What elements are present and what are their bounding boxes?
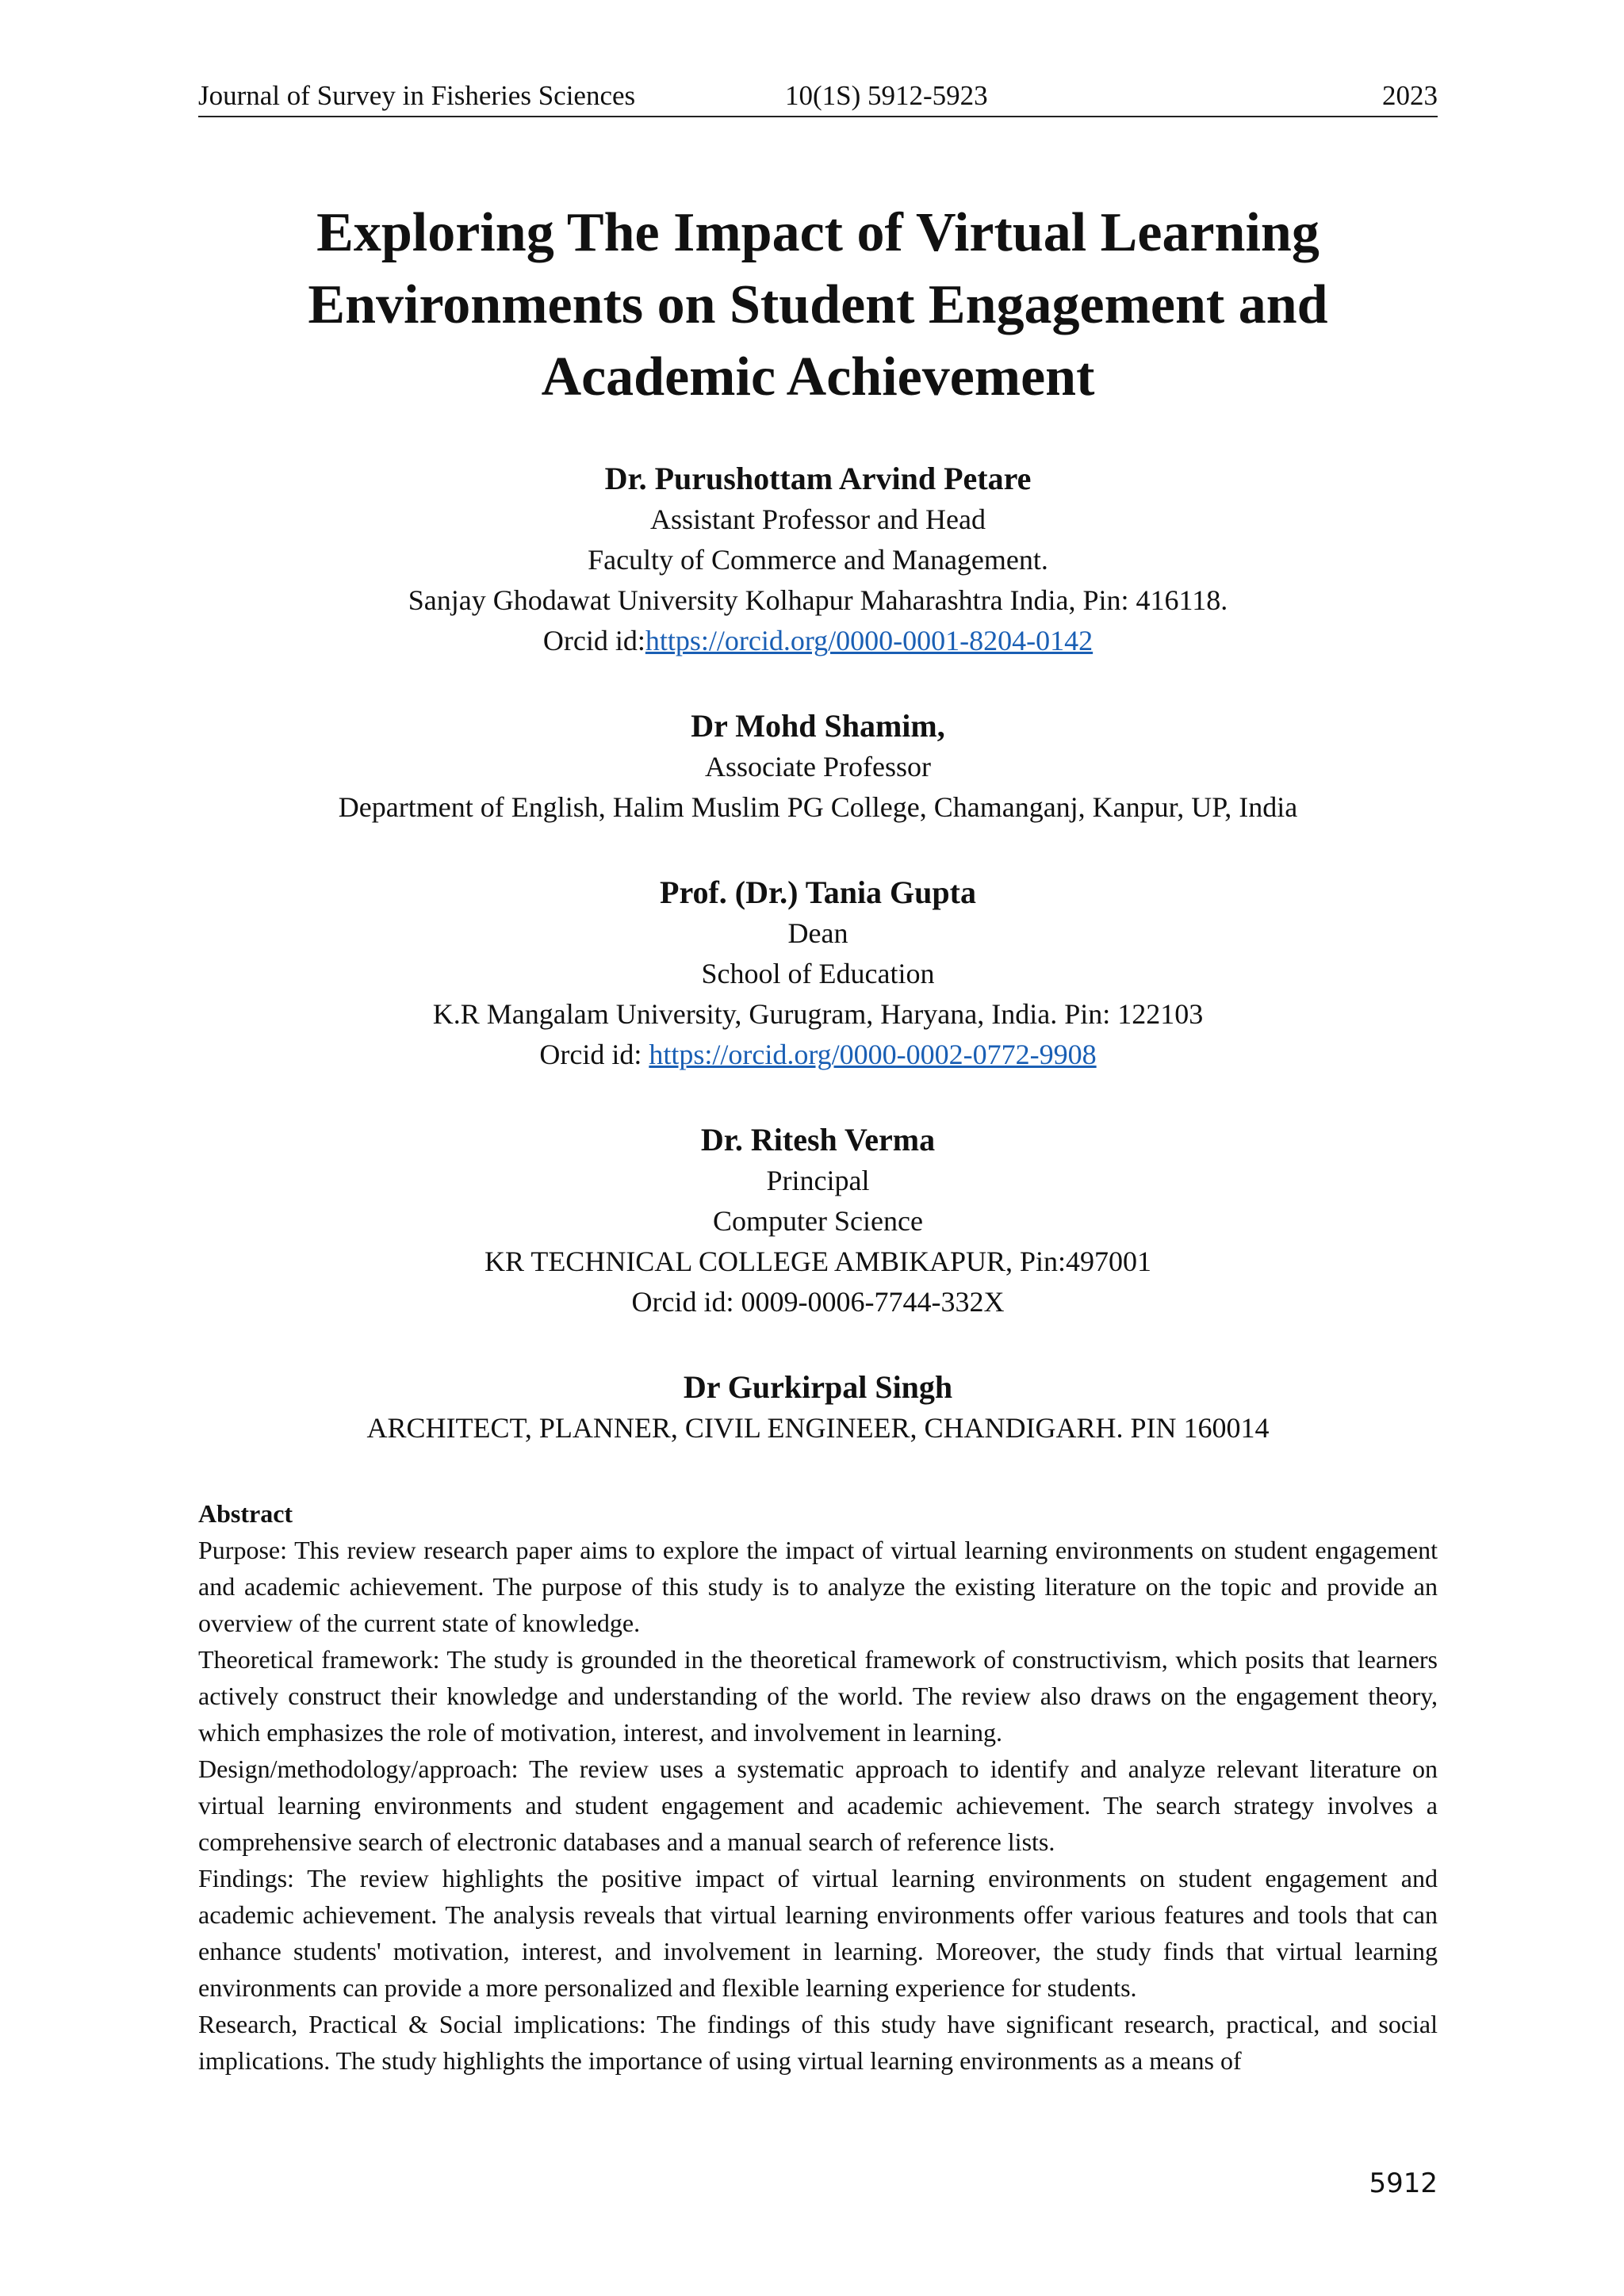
author-list [198, 458, 1438, 1448]
author-orcid: Orcid id: 0009-0006-7744-332X [631, 1286, 1005, 1318]
author-role: Associate Professor [705, 751, 931, 783]
volume-pages: 10(1S) 5912-5923 [785, 80, 988, 111]
orcid-label: Orcid id: [542, 625, 645, 656]
paper-title [198, 197, 1438, 413]
abstract-theoretical-framework: Theoretical framework: The study is grounded in the theoretical framework of constructivism, which posits that learners actively construct their knowledge and understanding of the world. The review also draws on the engagement theory, which emphasizes the role of motivation, interest, and involvement in learning. [198, 1645, 1438, 1747]
author-block [198, 458, 1438, 661]
author-role: Principal [766, 1165, 870, 1196]
author-orcid [198, 621, 1438, 661]
author-name: Dr Gurkirpal Singh [683, 1369, 953, 1405]
author-block [198, 706, 1438, 828]
journal-name: Journal of Survey in Fisheries Sciences [198, 80, 636, 111]
publication-year: 2023 [1382, 80, 1438, 111]
author-institution: K.R Mangalam University, Gurugram, Haryana, India. Pin: 122103 [432, 998, 1204, 1030]
orcid-link[interactable]: https://orcid.org/0000-0002-0772-9908 [649, 1039, 1097, 1070]
author-institution: ARCHITECT, PLANNER, CIVIL ENGINEER, CHANDIGARH. PIN 160014 [366, 1412, 1270, 1444]
title-line: Exploring The Impact of Virtual Learning [316, 202, 1320, 263]
author-block [198, 1367, 1438, 1448]
author-name: Prof. (Dr.) Tania Gupta [660, 874, 976, 910]
title-line: Academic Achievement [541, 346, 1095, 408]
author-orcid [198, 1035, 1438, 1075]
author-name: Dr. Ritesh Verma [700, 1122, 936, 1158]
title-line: Environments on Student Engagement and [308, 274, 1328, 335]
author-department: Computer Science [713, 1205, 923, 1237]
author-role: Assistant Professor and Head [650, 503, 986, 535]
orcid-label: Orcid id: [539, 1039, 649, 1070]
author-department: School of Education [701, 958, 935, 989]
author-block [198, 872, 1438, 1075]
abstract-implications: Research, Practical & Social implications: The findings of this study have significant research, practical, and social implications. The study highlights the importance of using virtual learning environments as a means of [198, 2010, 1438, 2075]
orcid-link[interactable]: https://orcid.org/0000-0001-8204-0142 [645, 625, 1094, 656]
author-institution: KR TECHNICAL COLLEGE AMBIKAPUR, Pin:497001 [484, 1246, 1152, 1277]
abstract-purpose: Purpose: This review research paper aims to explore the impact of virtual learning environments on student engagement and academic achievement. The purpose of this study is to analyze the existing literature on the topic and provide an overview of the current state of knowledge. [198, 1536, 1438, 1637]
abstract-heading: Abstract [198, 1499, 293, 1528]
author-name: Dr. Purushottam Arvind Petare [604, 461, 1032, 496]
abstract-findings: Findings: The review highlights the positive impact of virtual learning environments on student engagement and academic achievement. The analysis reveals that virtual learning environments offer various features and tools that can enhance students' motivation, interest, and involvement in learning. Moreover, the study finds that virtual learning environments can provide a more personalized and flexible learning experience for students. [198, 1864, 1438, 2002]
author-name: Dr Mohd Shamim, [691, 708, 945, 744]
author-department: Faculty of Commerce and Management. [588, 544, 1048, 576]
page-number: 5912 [1369, 2168, 1438, 2199]
author-institution: Sanjay Ghodawat University Kolhapur Maharashtra India, Pin: 416118. [408, 584, 1228, 616]
abstract-methodology: Design/methodology/approach: The review uses a systematic approach to identify and analyze relevant literature on virtual learning environments and student engagement and academic achievement. The search strategy involves a comprehensive search of electronic databases and a manual search of reference lists. [198, 1755, 1438, 1856]
author-institution: Department of English, Halim Muslim PG College, Chamanganj, Kanpur, UP, India [338, 791, 1298, 823]
abstract-section [198, 1495, 1438, 2079]
author-block [198, 1119, 1438, 1322]
running-header [198, 76, 1438, 117]
author-role: Dean [787, 917, 848, 949]
